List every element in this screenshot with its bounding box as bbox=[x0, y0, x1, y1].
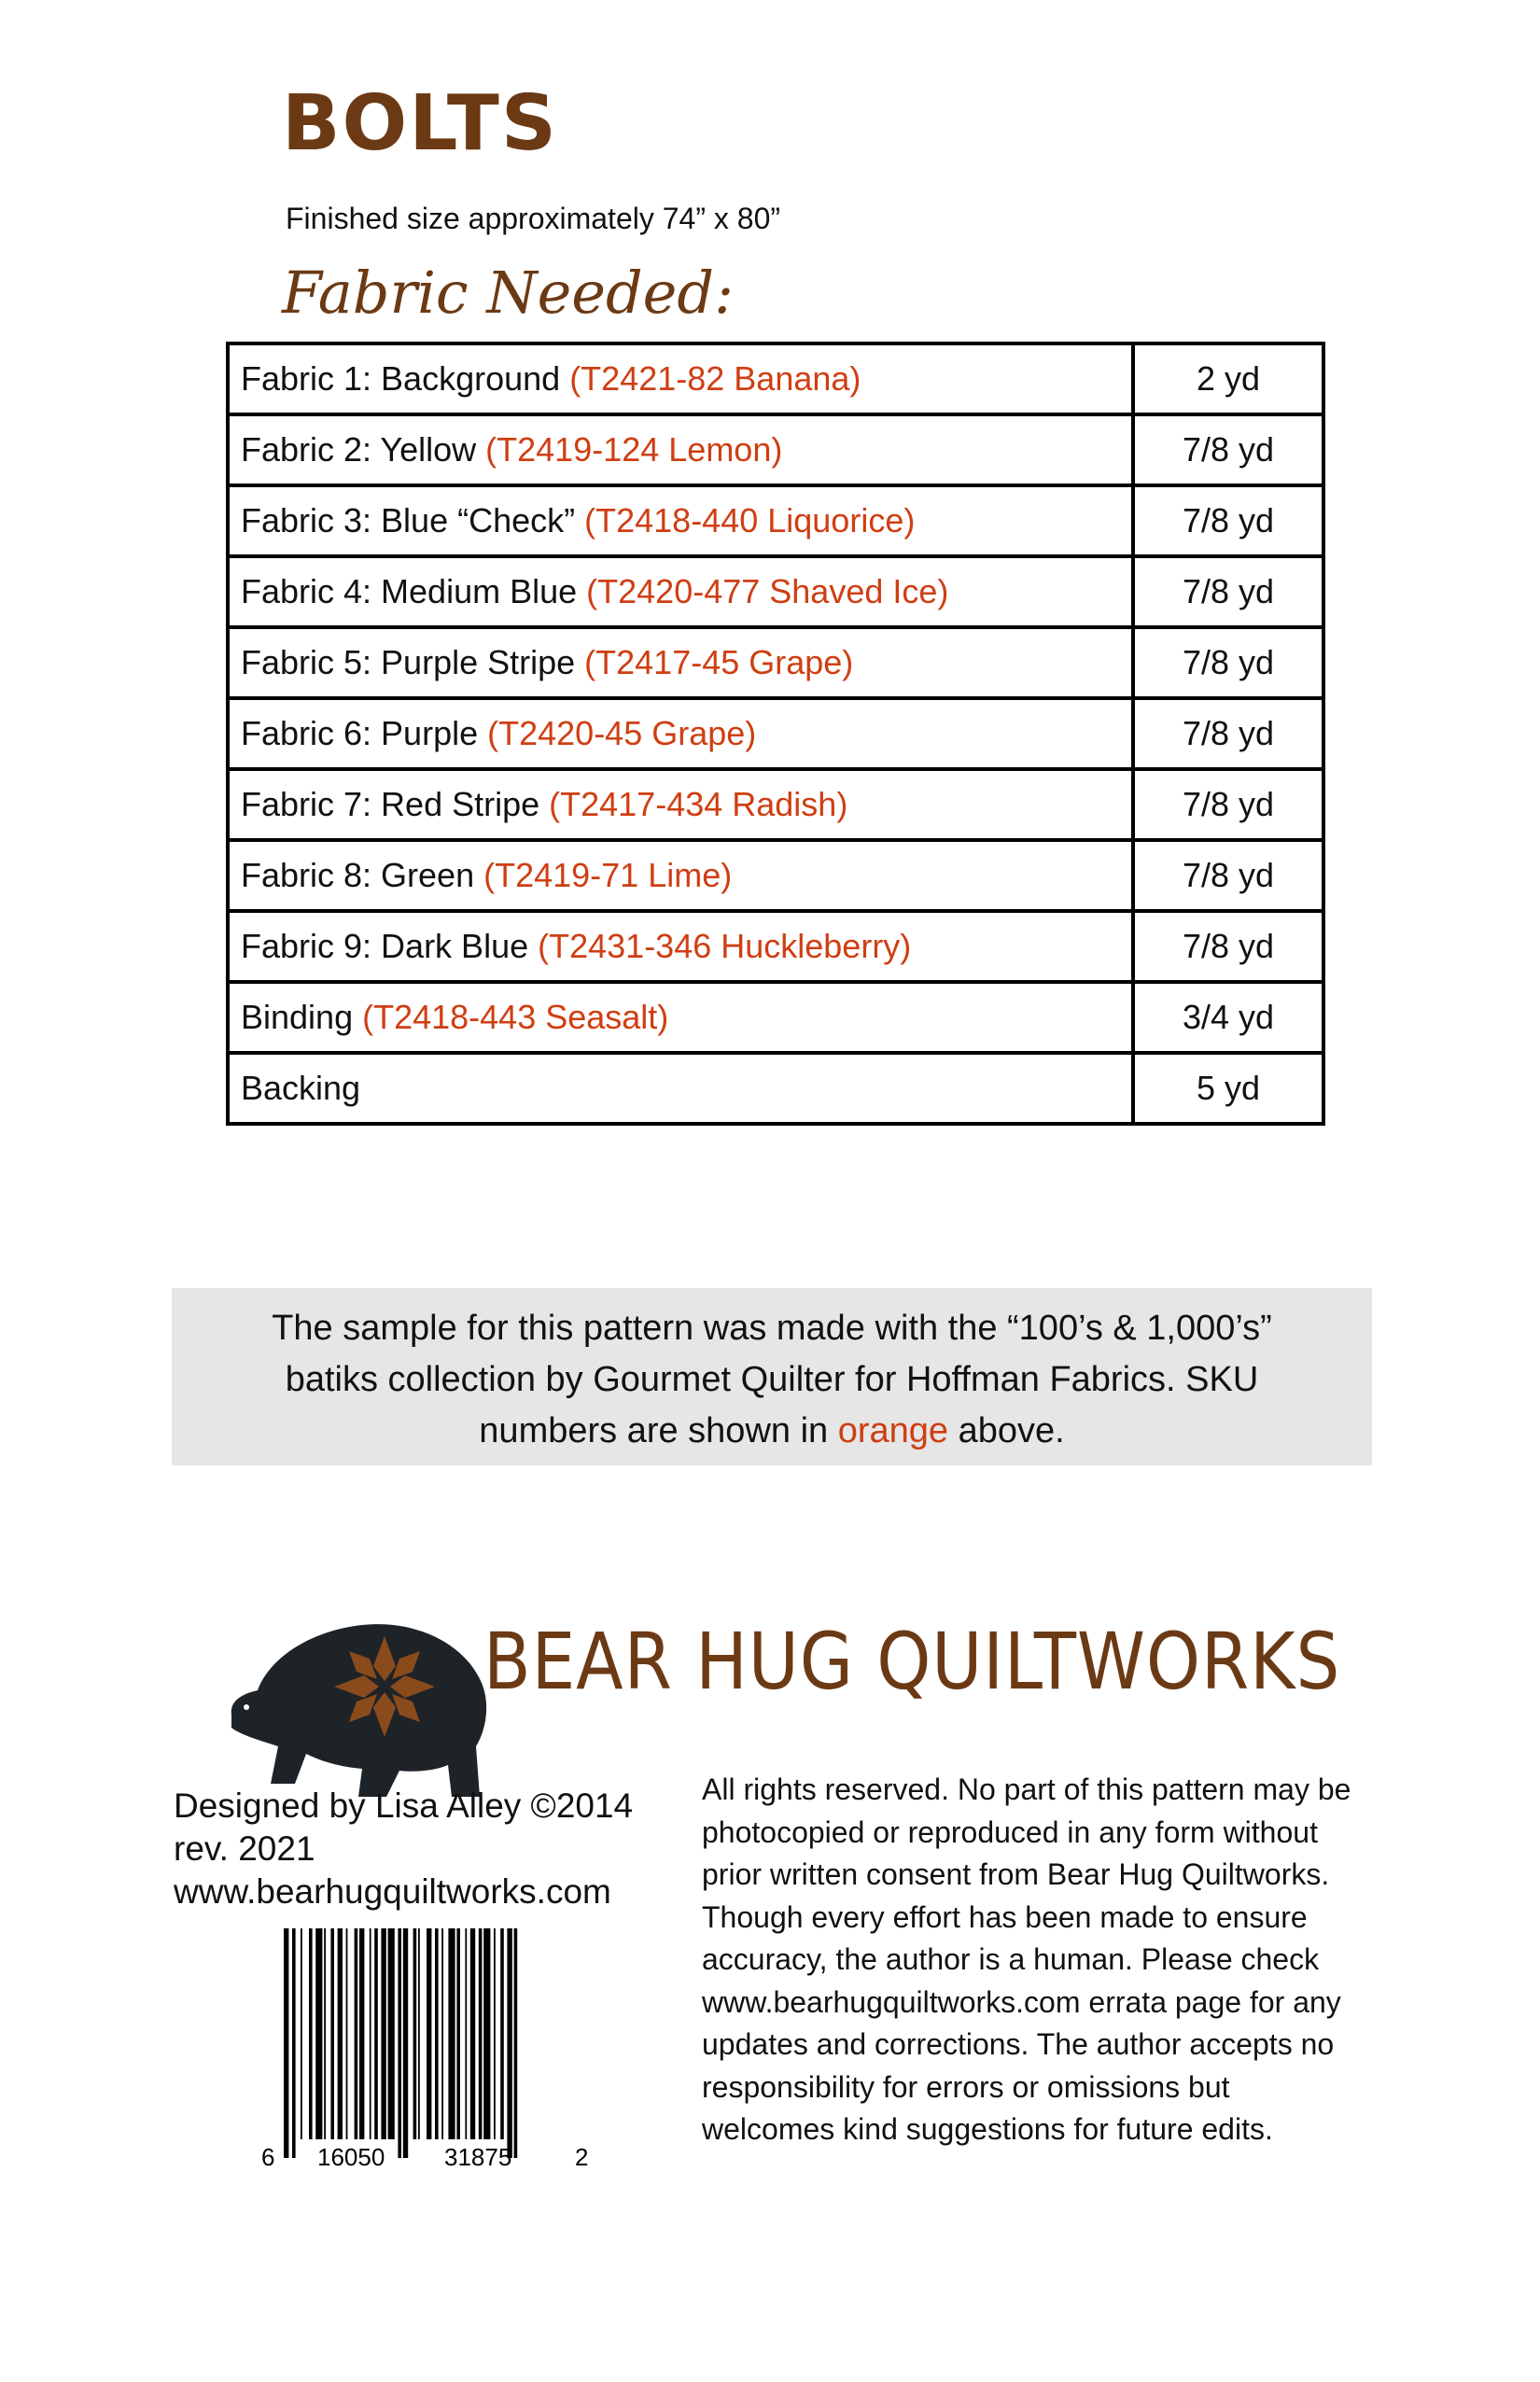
fabric-row bbox=[228, 414, 1323, 485]
barcode-digit-right: 2 bbox=[575, 2143, 589, 2171]
barcode-bar bbox=[514, 1928, 518, 2158]
barcode-bar bbox=[427, 1928, 431, 2139]
fabric-description-cell bbox=[228, 414, 1133, 485]
barcode-bar bbox=[355, 1928, 358, 2139]
barcode-bar bbox=[370, 1928, 371, 2139]
rights-notice bbox=[702, 1769, 1430, 2151]
fabric-row bbox=[228, 911, 1323, 982]
fabric-sku: (T2418-440 Liquorice) bbox=[584, 501, 916, 539]
fabric-quantity: 7/8 yd bbox=[1133, 627, 1323, 698]
fabric-quantity: 7/8 yd bbox=[1133, 911, 1323, 982]
fabric-description-cell bbox=[228, 343, 1133, 414]
barcode-bar bbox=[301, 1928, 302, 2139]
barcode-bar bbox=[330, 1928, 334, 2139]
fabric-row bbox=[228, 698, 1323, 769]
fabric-quantity: 5 yd bbox=[1133, 1053, 1323, 1124]
barcode-bar bbox=[465, 1928, 467, 2139]
barcode-bar bbox=[388, 1928, 395, 2139]
note-text: above. bbox=[948, 1411, 1065, 1450]
fabric-label: Fabric 4: Medium Blue bbox=[241, 572, 587, 610]
fabric-row bbox=[228, 769, 1323, 840]
fabric-sku: (T2420-477 Shaved Ice) bbox=[586, 572, 949, 610]
fabric-description-cell bbox=[228, 1053, 1133, 1124]
fabric-row bbox=[228, 343, 1323, 414]
note-line: batiks collection by Gourmet Quilter for Hoffman Fabrics. SKU bbox=[285, 1360, 1259, 1399]
fabric-description-cell bbox=[228, 627, 1133, 698]
note-orange-word: orange bbox=[837, 1411, 949, 1450]
designer-name: Designed by Lisa Alley ©2014 bbox=[174, 1786, 634, 1825]
fabric-quantity: 3/4 yd bbox=[1133, 982, 1323, 1053]
barcode-bar bbox=[435, 1928, 439, 2139]
barcode-bar bbox=[448, 1928, 455, 2139]
note-text: numbers are shown in bbox=[479, 1411, 838, 1450]
fabric-label: Fabric 6: Purple bbox=[241, 714, 488, 752]
barcode-bar bbox=[470, 1928, 475, 2139]
fabric-sku: (T2431-346 Huckleberry) bbox=[538, 927, 912, 965]
pattern-title: BOLTS bbox=[282, 79, 558, 168]
barcode-group-2: 31875 bbox=[444, 2143, 512, 2171]
barcode-bar bbox=[494, 1928, 496, 2139]
fabric-label: Fabric 3: Blue “Check” bbox=[241, 501, 585, 539]
fabric-label: Fabric 7: Red Stripe bbox=[241, 785, 550, 823]
barcode-bar bbox=[413, 1928, 417, 2139]
fabric-row bbox=[228, 627, 1323, 698]
fabric-quantity: 7/8 yd bbox=[1133, 769, 1323, 840]
rights-line: accuracy, the author is a human. Please check bbox=[702, 1942, 1320, 1976]
finished-size-text: Finished size approximately 74” x 80” bbox=[286, 202, 781, 235]
barcode-bar bbox=[381, 1928, 385, 2139]
barcode-bar bbox=[374, 1928, 378, 2139]
barcode-bar bbox=[359, 1928, 364, 2139]
barcode-bars bbox=[284, 1928, 517, 2158]
barcode-bar bbox=[292, 1928, 296, 2158]
note-line: The sample for this pattern was made with the “100’s & 1,000’s” bbox=[272, 1309, 1272, 1348]
barcode-bar bbox=[346, 1928, 348, 2139]
rights-line: Though every effort has been made to ensure bbox=[702, 1899, 1308, 1934]
revision-text: rev. 2021 bbox=[174, 1829, 315, 1868]
rights-line: welcomes kind suggestions for future edits. bbox=[702, 2112, 1273, 2146]
note-line bbox=[172, 1406, 1372, 1457]
fabric-label: Binding bbox=[241, 998, 363, 1036]
fabric-requirements-table bbox=[226, 342, 1325, 1126]
fabric-description-cell bbox=[228, 840, 1133, 911]
fabric-sku: (T2418-443 Seasalt) bbox=[362, 998, 669, 1036]
barcode-digit-left: 6 bbox=[261, 2143, 275, 2171]
fabric-description-cell bbox=[228, 485, 1133, 556]
rights-line: prior written consent from Bear Hug Quiltworks. bbox=[702, 1857, 1330, 1891]
rights-line: photocopied or reproduced in any form without bbox=[702, 1815, 1318, 1849]
sample-note-box bbox=[172, 1288, 1372, 1465]
barcode-bar bbox=[315, 1928, 322, 2139]
fabric-row bbox=[228, 840, 1323, 911]
fabric-row bbox=[228, 485, 1323, 556]
fabric-sku: (T2419-71 Lime) bbox=[483, 856, 733, 894]
fabric-label: Fabric 2: Yellow bbox=[241, 430, 486, 469]
barcode-bar bbox=[284, 1928, 288, 2158]
barcode-bar bbox=[309, 1928, 313, 2139]
barcode-bar bbox=[483, 1928, 490, 2139]
fabric-label: Fabric 8: Green bbox=[241, 856, 484, 894]
fabric-quantity: 7/8 yd bbox=[1133, 556, 1323, 627]
fabric-description-cell bbox=[228, 982, 1133, 1053]
fabric-description-cell bbox=[228, 556, 1133, 627]
fabric-description-cell bbox=[228, 698, 1133, 769]
barcode-bar bbox=[398, 1928, 401, 2158]
designer-credit bbox=[174, 1785, 633, 1913]
fabric-quantity: 7/8 yd bbox=[1133, 414, 1323, 485]
fabric-sku: (T2419-124 Lemon) bbox=[485, 430, 783, 469]
barcode-bar bbox=[441, 1928, 443, 2139]
barcode-bar bbox=[456, 1928, 460, 2139]
fabric-label: Fabric 1: Background bbox=[241, 359, 570, 398]
fabric-sku: (T2420-45 Grape) bbox=[487, 714, 757, 752]
barcode-bar bbox=[403, 1928, 408, 2158]
rights-line: All rights reserved. No part of this pattern may be bbox=[702, 1772, 1351, 1806]
barcode-bar bbox=[479, 1928, 483, 2139]
barcode-bar bbox=[418, 1928, 420, 2139]
fabric-label: Fabric 5: Purple Stripe bbox=[241, 643, 585, 681]
fabric-row bbox=[228, 982, 1323, 1053]
fabric-quantity: 2 yd bbox=[1133, 343, 1323, 414]
fabric-label: Backing bbox=[241, 1069, 361, 1107]
fabric-description-cell bbox=[228, 911, 1133, 982]
fabric-sku: (T2421-82 Banana) bbox=[569, 359, 861, 398]
fabric-quantity: 7/8 yd bbox=[1133, 840, 1323, 911]
upc-barcode bbox=[259, 1928, 592, 2175]
fabric-needed-heading: Fabric Needed: bbox=[282, 259, 734, 327]
website-link[interactable]: www.bearhugquiltworks.com bbox=[174, 1872, 611, 1911]
barcode-bar bbox=[500, 1928, 504, 2139]
fabric-row bbox=[228, 1053, 1323, 1124]
bear-logo-icon bbox=[220, 1601, 491, 1806]
fabric-label: Fabric 9: Dark Blue bbox=[241, 927, 539, 965]
barcode-bar bbox=[338, 1928, 343, 2139]
fabric-sku: (T2417-434 Radish) bbox=[549, 785, 848, 823]
barcode-bar bbox=[507, 1928, 511, 2158]
fabric-row bbox=[228, 556, 1323, 627]
rights-line: responsibility for errors or omissions but bbox=[702, 2069, 1230, 2104]
brand-name: BEAR HUG QUILTWORKS bbox=[483, 1616, 1341, 1707]
barcode-bar bbox=[324, 1928, 326, 2139]
fabric-quantity: 7/8 yd bbox=[1133, 698, 1323, 769]
rights-line: updates and corrections. The author accepts no bbox=[702, 2027, 1335, 2061]
fabric-sku: (T2417-45 Grape) bbox=[584, 643, 854, 681]
barcode-group-1: 16050 bbox=[317, 2143, 385, 2171]
rights-line: www.bearhugquiltworks.com errata page for any bbox=[702, 1984, 1341, 2019]
fabric-description-cell bbox=[228, 769, 1133, 840]
fabric-quantity: 7/8 yd bbox=[1133, 485, 1323, 556]
